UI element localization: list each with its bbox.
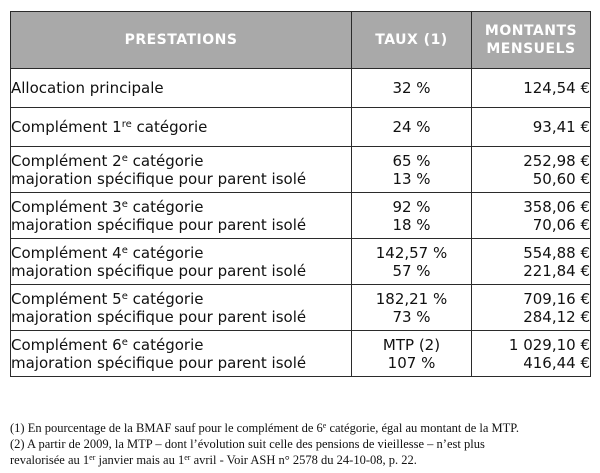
row-taux: 65 % 13 %: [352, 147, 472, 193]
row-label: Complément 5e catégorie majoration spécifique pour parent isolé: [11, 285, 352, 331]
table-row: [11, 331, 591, 377]
header-prestations: PRESTATIONS: [11, 12, 352, 69]
table-row: [11, 193, 591, 239]
table-row: [11, 147, 591, 193]
row-taux: MTP (2) 107 %: [352, 331, 472, 377]
benefits-table-container: [10, 11, 590, 377]
header-taux: TAUX (1): [352, 12, 472, 69]
footnote-2-line-1: (2) A partir de 2009, la MTP – dont l’évolution suit celle des pensions de vieillesse – n’est plus: [10, 437, 485, 451]
row-montant: 358,06 € 70,06 €: [472, 193, 591, 239]
row-montant: 93,41 €: [472, 108, 591, 147]
row-taux: 24 %: [352, 108, 472, 147]
table-row: [11, 239, 591, 285]
row-montant: 709,16 € 284,12 €: [472, 285, 591, 331]
benefits-table: [10, 11, 591, 377]
row-taux: 142,57 % 57 %: [352, 239, 472, 285]
table-header-row: [11, 12, 591, 69]
row-taux: 182,21 % 73 %: [352, 285, 472, 331]
row-montant: 252,98 € 50,60 €: [472, 147, 591, 193]
footnote-1: (1) En pourcentage de la BMAF sauf pour le complément de 6e catégorie, égal au montant de la MTP.: [10, 421, 519, 435]
row-label: Allocation principale: [11, 69, 352, 108]
row-taux: 32 %: [352, 69, 472, 108]
table-row: [11, 285, 591, 331]
row-label: Complément 6e catégorie majoration spécifique pour parent isolé: [11, 331, 352, 377]
table-row: [11, 69, 591, 108]
row-label: Complément 1re catégorie: [11, 108, 352, 147]
row-montant: 124,54 €: [472, 69, 591, 108]
row-taux: 92 % 18 %: [352, 193, 472, 239]
row-label: Complément 2e catégorie majoration spécifique pour parent isolé: [11, 147, 352, 193]
row-label: Complément 4e catégorie majoration spécifique pour parent isolé: [11, 239, 352, 285]
footnotes: [10, 420, 595, 468]
footnote-2-line-2: revalorisée au 1er janvier mais au 1er avril - Voir ASH n° 2578 du 24-10-08, p. 22.: [10, 453, 417, 467]
header-montants: MONTANTS MENSUELS: [472, 12, 591, 69]
row-montant: 1 029,10 € 416,44 €: [472, 331, 591, 377]
table-row: [11, 108, 591, 147]
row-montant: 554,88 € 221,84 €: [472, 239, 591, 285]
row-label: Complément 3e catégorie majoration spécifique pour parent isolé: [11, 193, 352, 239]
